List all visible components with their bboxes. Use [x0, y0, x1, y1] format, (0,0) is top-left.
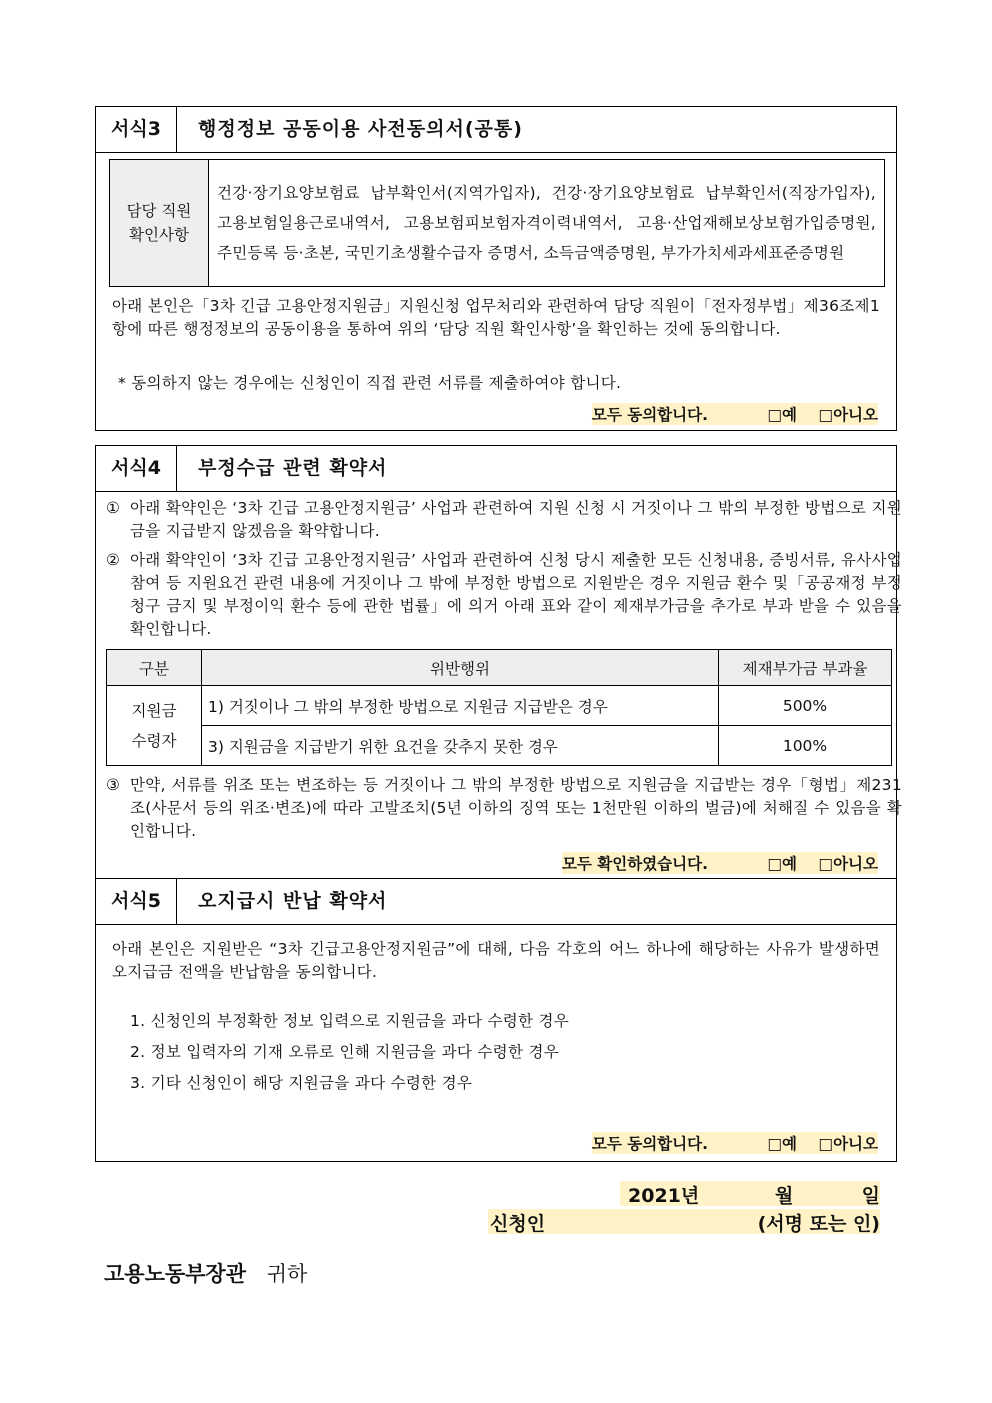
date-year: 2021년	[628, 1185, 700, 1207]
form4-item-2	[106, 549, 902, 641]
form4-header	[96, 446, 896, 492]
penalty-header-violation: 위반행위	[202, 650, 719, 686]
form4-title: 부정수급 관련 확약서	[198, 457, 388, 479]
form3-no-checkbox[interactable]: □아니오	[818, 406, 878, 424]
form5-title: 오지급시 반납 확약서	[198, 890, 388, 912]
form4-item-1	[106, 497, 902, 543]
form5-item: 1. 신청인의 부정확한 정보 입력으로 지원금을 과다 수령한 경우	[130, 1012, 570, 1030]
recipient-suffix: 귀하	[266, 1262, 308, 1286]
item-3-number: ③	[106, 776, 121, 794]
staff-check-table	[109, 159, 885, 287]
form4-consent-row	[562, 852, 878, 874]
recipient-line	[104, 1258, 307, 1288]
form4-section	[95, 445, 902, 878]
staff-check-label: 담당 직원 확인사항	[110, 160, 209, 287]
form5-no-checkbox[interactable]: □아니오	[818, 1135, 878, 1153]
form4-no-checkbox[interactable]: □아니오	[818, 855, 878, 873]
form4-yes-checkbox[interactable]: □예	[767, 855, 798, 873]
form3-code: 서식3	[96, 107, 177, 152]
staff-check-docs: 건강·장기요양보험료 납부확인서(지역가입자), 건강·장기요양보험료 납부확인서(직장가입자), 고용보험일용근로내역서, 고용보험피보험자격이력내역서, 고용·산업재해보상보험가입증명원, 주민등록 등·초본, 국민기초생활수급자 증명서, 소득금액증명원, 부가가치세과세표준증명원	[209, 160, 885, 287]
penalty-table	[106, 649, 892, 766]
penalty-header-category: 구분	[107, 650, 202, 686]
penalty-row-2-act: 3) 지원금을 지급받기 위한 요건을 갖추지 못한 경우	[202, 726, 719, 766]
form3-header	[96, 107, 896, 153]
form5-item: 3. 기타 신청인이 해당 지원금을 과다 수령한 경우	[130, 1074, 473, 1092]
form4-code: 서식4	[96, 446, 177, 491]
form3-consent-text: 아래 본인은「3차 긴급 고용안정지원금」지원신청 업무처리와 관련하여 담당 직원이「전자정부법」제36조제1항에 따른 행정정보의 공동이용을 통하여 위의 ‘담당 직원 확인사항’을 확인하는 것에 동의합니다.	[112, 297, 880, 338]
item-1-text: 아래 확약인은 ‘3차 긴급 고용안정지원금’ 사업과 관련하여 지원 신청 시 거짓이나 그 밖의 부정한 방법으로 지원금을 지급받지 않겠음을 확약합니다.	[130, 499, 902, 540]
form3-title: 행정정보 공동이용 사전동의서(공통)	[198, 118, 523, 140]
form3-note: * 동의하지 않는 경우에는 신청인이 직접 관련 서류를 제출하여야 합니다.	[118, 374, 622, 392]
date-row	[620, 1181, 880, 1206]
form5-yes-checkbox[interactable]: □예	[767, 1135, 798, 1153]
recipient-name: 고용노동부장관	[104, 1262, 247, 1286]
item-2-number: ②	[106, 551, 121, 569]
item-2-text: 아래 확약인이 ‘3차 긴급 고용안정지원금’ 사업과 관련하여 신청 당시 제출한 모든 신청내용, 증빙서류, 유사사업 참여 등 지원요건 관련 내용에 거짓이나 그 밖에 부정한 방법으로 지원받은 경우 지원금 환수 및「공공재정 부정청구 금지 및 부정이익 환수 등에 관한 법률」에 의거 아래 표와 같이 제재부가금을 추가로 부과 받을 수 있음을 확인합니다.	[130, 551, 902, 638]
form5-intro: 아래 본인은 지원받은 “3차 긴급고용안정지원금”에 대해, 다음 각호의 어느 하나에 해당하는 사유가 발생하면 오지급금 전액을 반납함을 동의합니다.	[112, 940, 880, 981]
applicant-label: 신청인	[490, 1213, 546, 1235]
form5-items	[130, 1009, 569, 1102]
item-1-number: ①	[106, 499, 121, 517]
date-month: 월	[775, 1185, 794, 1207]
applicant-signature[interactable]: (서명 또는 인)	[757, 1213, 880, 1235]
form4-item-3	[106, 774, 902, 843]
form3-consent-row	[592, 403, 878, 425]
form5-item: 2. 정보 입력자의 기재 오류로 인해 지원금을 과다 수령한 경우	[130, 1043, 559, 1061]
form3-agree-label: 모두 동의합니다.	[591, 406, 708, 424]
item-3-text: 만약, 서류를 위조 또는 변조하는 등 거짓이나 그 밖의 부정한 방법으로 지원금을 지급받는 경우「형법」제231조(사문서 등의 위조·변조)에 따라 고발조치(5년 이하의 징역 또는 1천만원 이하의 벌금)에 처해질 수 있음을 확인합니다.	[130, 776, 902, 840]
form4-agree-label: 모두 확인하였습니다.	[561, 855, 708, 873]
penalty-group-recipient: 지원금 수령자	[107, 686, 202, 766]
applicant-row	[488, 1209, 880, 1234]
form3-yes-checkbox[interactable]: □예	[767, 406, 798, 424]
penalty-header-rate: 제재부가금 부과율	[719, 650, 892, 686]
form5-consent-row	[592, 1132, 878, 1154]
penalty-row-2-rate: 100%	[719, 726, 892, 766]
form5-section	[95, 878, 897, 1162]
form5-agree-label: 모두 동의합니다.	[591, 1135, 708, 1153]
form5-code: 서식5	[96, 879, 177, 924]
form3-section	[95, 106, 897, 431]
date-day: 일	[861, 1185, 880, 1207]
penalty-row-1-rate: 500%	[719, 686, 892, 726]
penalty-row-1-act: 1) 거짓이나 그 밖의 부정한 방법으로 지원금 지급받은 경우	[202, 686, 719, 726]
form5-header	[96, 879, 896, 925]
